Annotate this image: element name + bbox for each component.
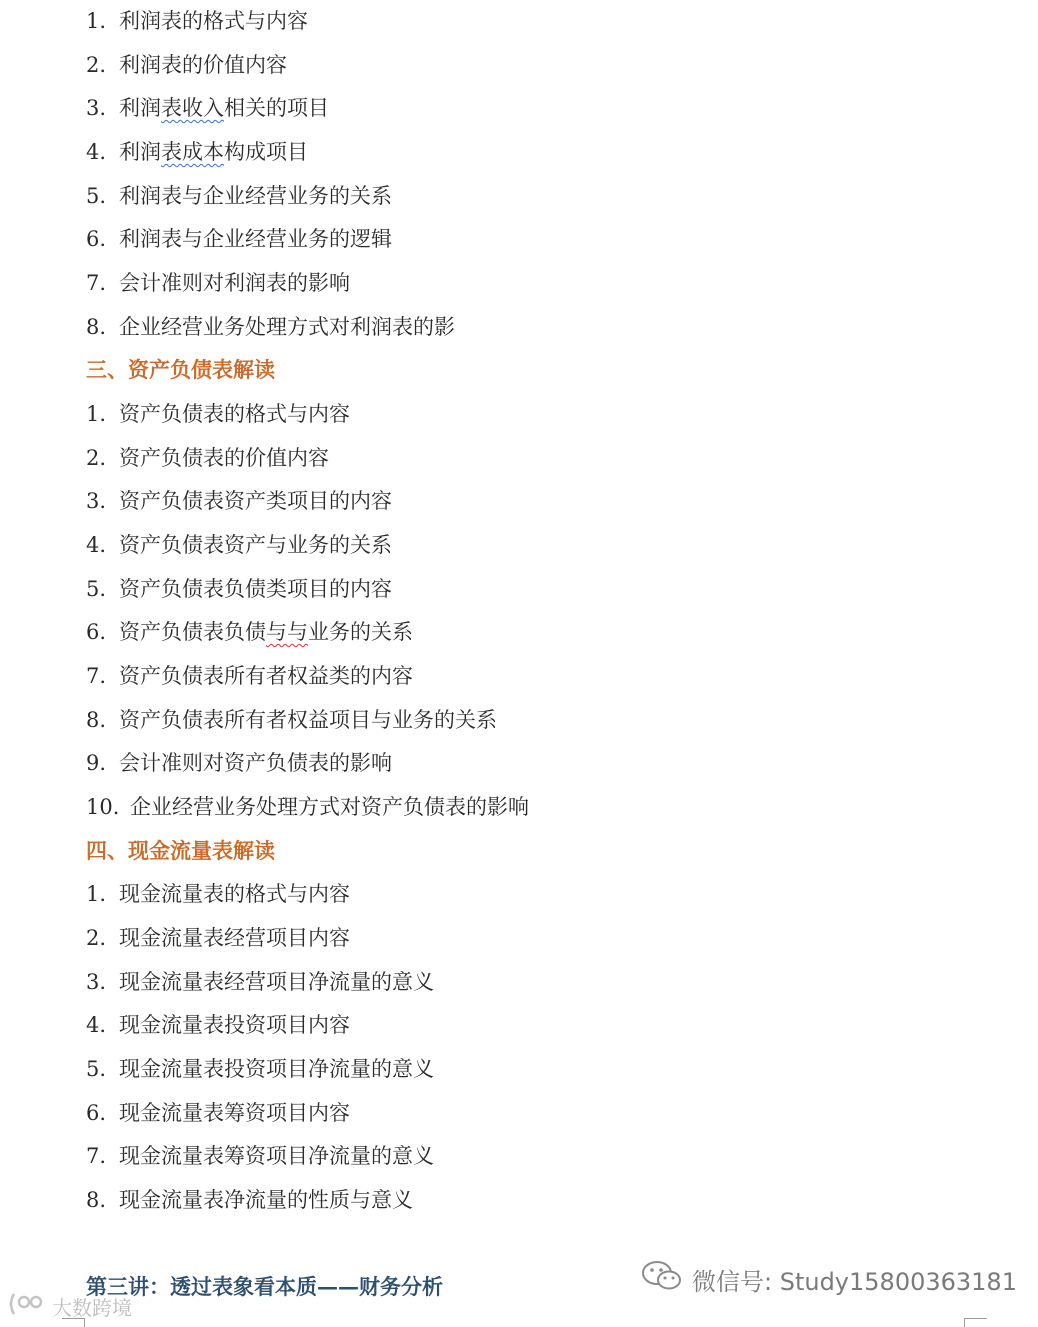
list-item [86, 443, 329, 473]
item-text: 资产负债表资产与业务的关系 [119, 533, 392, 557]
list-item [86, 399, 350, 429]
list-item [86, 137, 308, 167]
item-text: 资产负债表的格式与内容 [119, 402, 350, 426]
item-text: 现金流量表经营项目净流量的意义 [119, 970, 434, 994]
list-item [86, 268, 350, 298]
item-text: 资产负债表所有者权益项目与业务的关系 [119, 708, 497, 732]
list-item [86, 1054, 434, 1084]
item-number: 9. [86, 751, 107, 775]
item-text-end: 相关的项目 [224, 96, 329, 120]
item-text-end: 构成项目 [224, 140, 308, 164]
item-text: 利润表与企业经营业务的逻辑 [119, 227, 392, 251]
lecture-title: 第三讲：透过表象看本质——财务分析 [86, 1274, 443, 1299]
item-text: 资产负债表所有者权益类的内容 [119, 664, 413, 688]
item-number: 8. [86, 315, 107, 339]
list-item [86, 574, 392, 604]
section-heading-balance-sheet: 三、资产负债表解读 [86, 357, 275, 382]
item-number: 8. [86, 708, 107, 732]
list-item [86, 181, 392, 211]
grammar-marked-text: 表成本 [161, 140, 224, 164]
wechat-id-text: 微信号: Study15800363181 [692, 1267, 1017, 1296]
list-item [86, 50, 287, 80]
list-item [86, 312, 455, 342]
item-number: 7. [86, 1144, 107, 1168]
item-text: 现金流量表净流量的性质与意义 [119, 1188, 413, 1212]
item-number: 3. [86, 489, 107, 513]
list-item [86, 705, 497, 735]
item-number: 1. [86, 9, 107, 33]
item-text: 现金流量表筹资项目净流量的意义 [119, 1144, 434, 1168]
watermark-brand-text: 大数跨境 [52, 1295, 132, 1320]
item-text-end: 业务的关系 [308, 620, 413, 644]
list-item [86, 6, 308, 36]
item-number: 6. [86, 1101, 107, 1125]
item-number: 2. [86, 446, 107, 470]
wechat-watermark [640, 1262, 1017, 1296]
item-number: 2. [86, 926, 107, 950]
item-text: 现金流量表筹资项目内容 [119, 1101, 350, 1125]
item-text: 资产负债表负债类项目的内容 [119, 577, 392, 601]
item-text: 现金流量表投资项目内容 [119, 1013, 350, 1037]
item-number: 1. [86, 402, 107, 426]
list-item [86, 748, 392, 778]
item-text-start: 资产负债表负债 [119, 620, 266, 644]
item-number: 5. [86, 1057, 107, 1081]
item-text-start: 利润 [119, 140, 161, 164]
item-text: 现金流量表的格式与内容 [119, 882, 350, 906]
list-item [86, 1141, 434, 1171]
item-number: 3. [86, 970, 107, 994]
section-heading-cash-flow: 四、现金流量表解读 [86, 838, 275, 863]
item-number: 6. [86, 620, 107, 644]
item-number: 4. [86, 533, 107, 557]
list-item [86, 661, 413, 691]
item-number: 10. [86, 795, 120, 819]
item-text: 现金流量表经营项目内容 [119, 926, 350, 950]
item-number: 4. [86, 140, 107, 164]
spelling-marked-text: 与与 [266, 620, 308, 644]
item-text-start: 利润 [119, 96, 161, 120]
wechat-icon [640, 1259, 684, 1299]
item-number: 6. [86, 227, 107, 251]
item-text: 利润表与企业经营业务的关系 [119, 184, 392, 208]
item-number: 7. [86, 664, 107, 688]
item-text: 会计准则对资产负债表的影响 [119, 751, 392, 775]
item-number: 4. [86, 1013, 107, 1037]
item-number: 2. [86, 53, 107, 77]
list-item [86, 1185, 413, 1215]
item-number: 8. [86, 1188, 107, 1212]
list-item [86, 923, 350, 953]
list-item [86, 93, 329, 123]
item-text: 企业经营业务处理方式对利润表的影 [119, 315, 455, 339]
watermark-logo-icon [6, 1290, 46, 1323]
list-item [86, 879, 350, 909]
list-item [86, 967, 434, 997]
item-text: 企业经营业务处理方式对资产负债表的影响 [130, 795, 529, 819]
item-text: 会计准则对利润表的影响 [119, 271, 350, 295]
list-item [86, 530, 392, 560]
list-item [86, 486, 392, 516]
list-item [86, 617, 413, 647]
item-number: 5. [86, 184, 107, 208]
item-number: 3. [86, 96, 107, 120]
grammar-marked-text: 表收入 [161, 96, 224, 120]
list-item [86, 1098, 350, 1128]
list-item [86, 1010, 350, 1040]
item-text: 利润表的价值内容 [119, 53, 287, 77]
list-item [86, 224, 392, 254]
item-text: 现金流量表投资项目净流量的意义 [119, 1057, 434, 1081]
item-text: 资产负债表资产类项目的内容 [119, 489, 392, 513]
item-text: 资产负债表的价值内容 [119, 446, 329, 470]
item-number: 5. [86, 577, 107, 601]
item-text: 利润表的格式与内容 [119, 9, 308, 33]
item-number: 7. [86, 271, 107, 295]
list-item [86, 792, 529, 822]
item-number: 1. [86, 882, 107, 906]
